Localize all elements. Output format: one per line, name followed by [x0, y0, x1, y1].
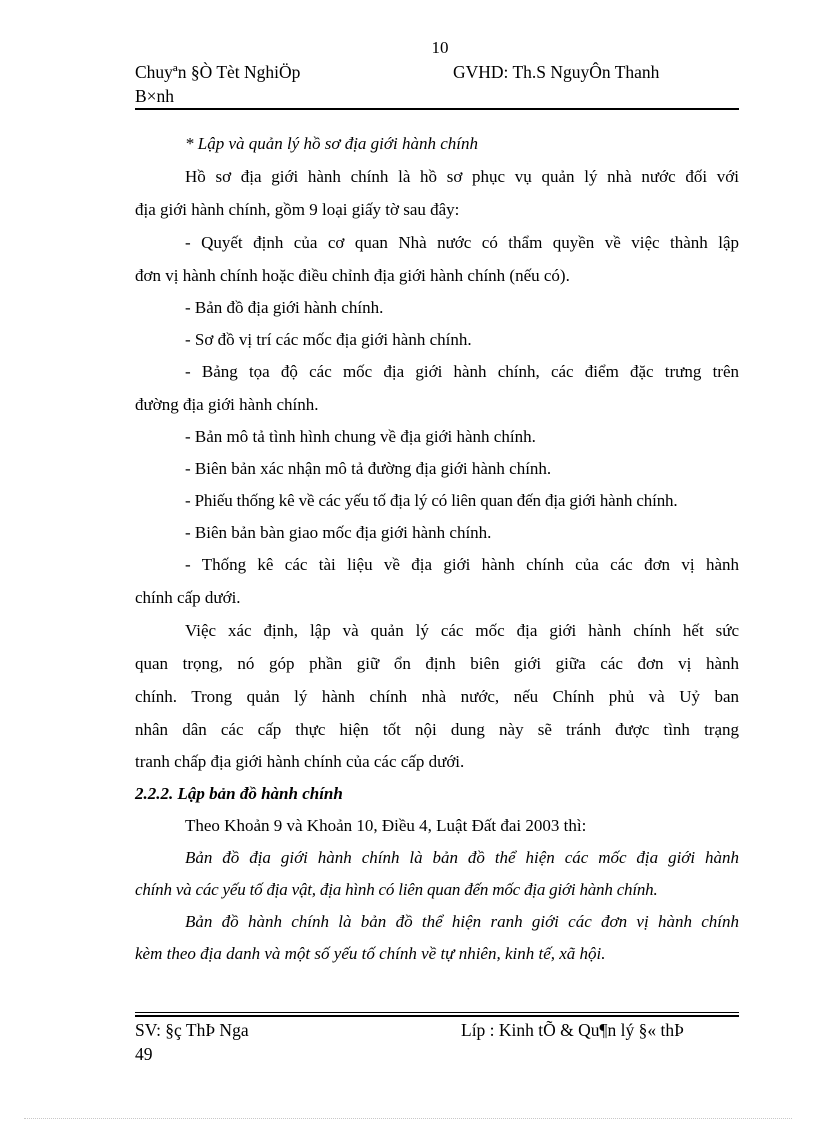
section-heading: 2.2.2. Lập bản đồ hành chính: [135, 784, 343, 803]
header-rule: [135, 108, 739, 110]
footer-left: SV: §ç ThÞ Nga: [135, 1020, 249, 1040]
header-right: GVHD: Th.S NguyÔn Thanh: [453, 62, 660, 82]
list-item: - Bản đồ địa giới hành chính.: [185, 298, 384, 317]
paragraph-line: đơn vị hành chính hoặc điều chỉnh địa giới hành chính (nếu có).: [135, 266, 570, 285]
list-item: - Biên bản xác nhận mô tả đường địa giới hành chính.: [185, 459, 552, 478]
definition-line: kèm theo địa danh và một số yếu tố chính về tự nhiên, kinh tế, xã hội.: [135, 944, 606, 963]
paragraph-line: quan trọng, nó góp phần giữ ổn định biên giới giữa các đơn vị hành: [135, 654, 739, 673]
page-edge: [24, 1118, 792, 1119]
paragraph-line: tranh chấp địa giới hành chính của các cấp dưới.: [135, 752, 465, 771]
list-item: - Quyết định của cơ quan Nhà nước có thẩm quyền về việc thành lập: [185, 233, 739, 252]
paragraph-line: nhân dân các cấp thực hiện tốt nội dung này sẽ tránh được tình trạng: [135, 720, 739, 739]
paragraph-line: đường địa giới hành chính.: [135, 395, 319, 414]
section-subtitle: * Lập và quản lý hồ sơ địa giới hành chính: [185, 134, 478, 153]
header-left: Chuyªn §Ò Tèt NghiÖp: [135, 62, 301, 82]
footer-left-continued: 49: [135, 1044, 153, 1064]
footer-rule: [135, 1012, 739, 1013]
list-item: - Phiếu thống kê về các yếu tố địa lý có liên quan đến địa giới hành chính.: [185, 491, 678, 510]
paragraph-line: Theo Khoản 9 và Khoản 10, Điều 4, Luật Đất đai 2003 thì:: [185, 816, 587, 835]
paragraph-line: chính. Trong quản lý hành chính nhà nước, nếu Chính phủ và Uỷ ban: [135, 687, 739, 706]
header-left-continued: B×nh: [135, 86, 175, 106]
paragraph-line: Việc xác định, lập và quản lý các mốc địa giới hành chính hết sức: [185, 621, 739, 640]
list-item: - Biên bản bàn giao mốc địa giới hành chính.: [185, 523, 492, 542]
list-item: - Bản mô tả tình hình chung về địa giới hành chính.: [185, 427, 536, 446]
footer-rule-double: [135, 1015, 739, 1017]
definition-line: chính và các yếu tố địa vật, địa hình có liên quan đến mốc địa giới hành chính.: [135, 880, 658, 899]
paragraph-line: Hồ sơ địa giới hành chính là hồ sơ phục vụ quản lý nhà nước đối với: [185, 167, 739, 186]
definition-line: Bản đồ hành chính là bản đồ thể hiện ranh giới các đơn vị hành chính: [185, 912, 739, 931]
list-item: - Bảng tọa độ các mốc địa giới hành chính, các điểm đặc trưng trên: [185, 362, 739, 381]
definition-line: Bản đồ địa giới hành chính là bản đồ thể hiện các mốc địa giới hành: [185, 848, 739, 867]
paragraph-line: chính cấp dưới.: [135, 588, 241, 607]
page-number: 10: [431, 38, 449, 57]
footer-right: Líp : Kinh tÕ & Qu¶n lý §« thÞ: [461, 1020, 684, 1040]
list-item: - Sơ đồ vị trí các mốc địa giới hành chính.: [185, 330, 472, 349]
paragraph-line: địa giới hành chính, gồm 9 loại giấy tờ sau đây:: [135, 200, 460, 219]
list-item: - Thống kê các tài liệu về địa giới hành chính của các đơn vị hành: [185, 555, 739, 574]
